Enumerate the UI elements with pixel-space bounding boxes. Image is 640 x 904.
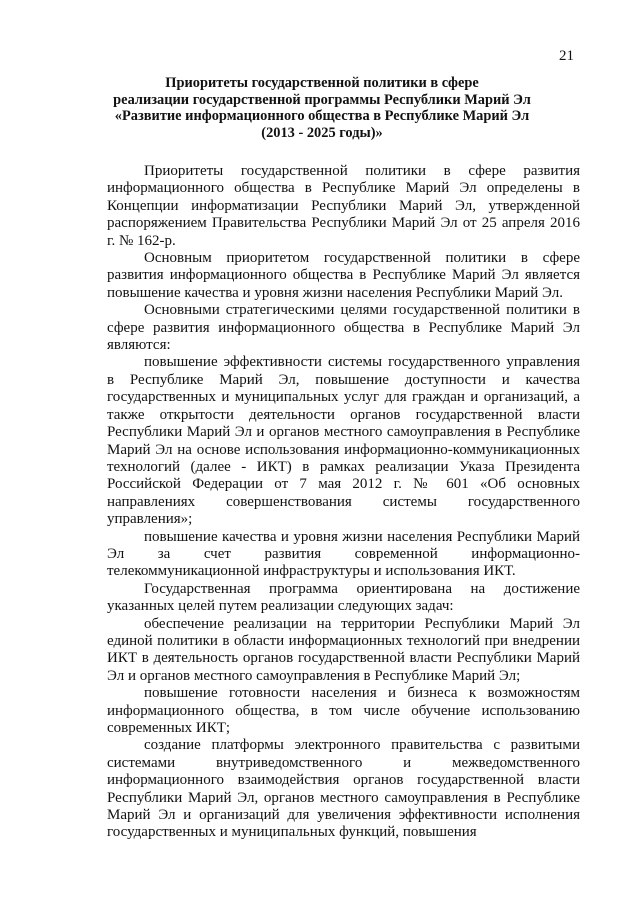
paragraph: повышение готовности населения и бизнеса к возможностям информационного общества, в том числе обучение использованию современных ИКТ; (107, 685, 580, 736)
paragraph: обеспечение реализации на территории Республики Марий Эл единой политики в области информационных технологий при внедрении ИКТ в деятельность органов государственной власти Республики Марий Эл и органов местного самоуправления в Республике Марий Эл; (107, 615, 580, 684)
paragraph: создание платформы электронного правительства с развитыми системами внутриведомственного и межведомственного информационного взаимодействия органов государственной власти Республики Марий Эл, органов местного самоуправления в Республике Марий Эл и организаций для увеличения эффективности исполнения государственных и муниципальных функций, повышения (107, 737, 580, 841)
title-line-4: (2013 - 2025 годы)» (261, 124, 383, 141)
title-line-2: реализации государственной программы Республики Марий Эл (113, 91, 531, 108)
page-number: 21 (559, 48, 574, 64)
paragraph: Основными стратегическими целями государственной политики в сфере развития информационного общества в Республике Марий Эл являются: (107, 302, 580, 354)
paragraph: повышение качества и уровня жизни населения Республики Марий Эл за счет развития современной информационно-телекоммуникационной инфраструктуры и использования ИКТ. (107, 528, 580, 580)
document-body (107, 163, 580, 842)
document-title (100, 75, 544, 141)
paragraph: Государственная программа ориентирована на достижение указанных целей путем реализации следующих задач: (107, 580, 580, 615)
title-line-3: «Развитие информационного общества в Республике Марий Эл (114, 108, 530, 124)
title-line-1: Приоритеты государственной политики в сфере (165, 75, 479, 91)
paragraph: Приоритеты государственной политики в сфере развития информационного общества в Республике Марий Эл определены в Концепции информатизации Республики Марий Эл, утвержденной распоряжением Правительства Республики Марий Эл от 25 апреля 2016 г. № 162-р. (107, 163, 580, 249)
paragraph: повышение эффективности системы государственного управления в Республике Марий Эл, повышение доступности и качества государственных и муниципальных услуг для граждан и организаций, а также открытости деятельности органов государственной власти Республики Марий Эл и органов местного самоуправления в Республике Марий Эл на основе использования информационно-коммуникационных технологий (далее - ИКТ) в рамках реализации Указа Президента Российской Федерации от 7 мая 2012 г. № 601 «Об основных направлениях совершенствования системы государственного управления»; (107, 354, 580, 528)
paragraph: Основным приоритетом государственной политики в сфере развития информационного общества в Республике Марий Эл является повышение качества и уровня жизни населения Республики Марий Эл. (107, 250, 580, 301)
